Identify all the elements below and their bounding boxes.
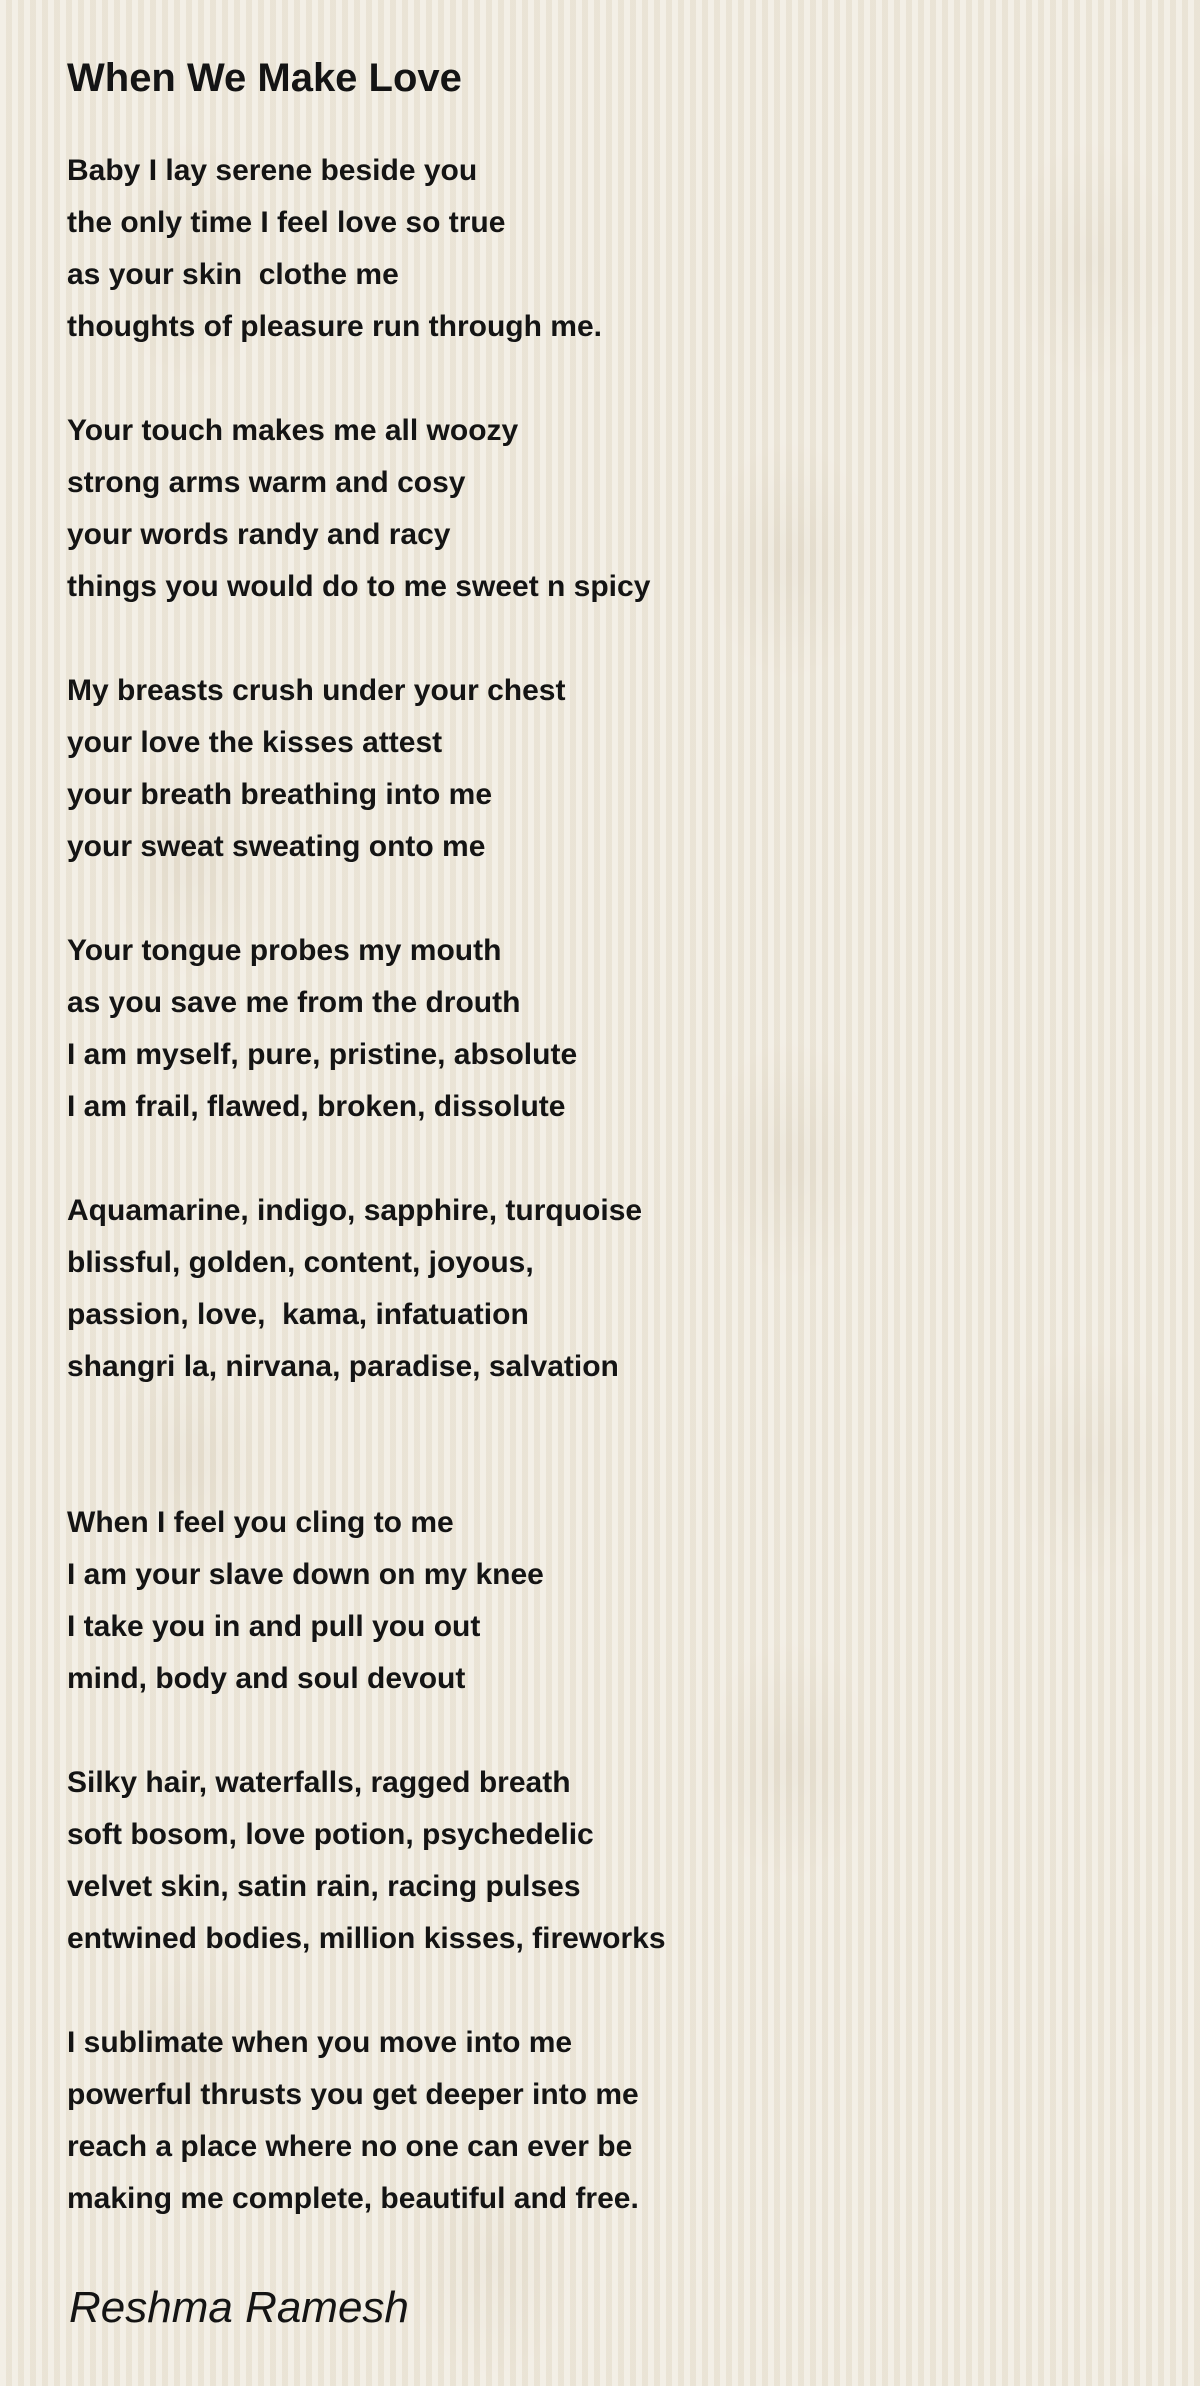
poem-line: mind, body and soul devout [67, 1662, 466, 1695]
poem-line: entwined bodies, million kisses, fireworks [67, 1922, 666, 1955]
poem-title: When We Make Love [67, 56, 462, 100]
poem-line: I am frail, flawed, broken, dissolute [67, 1090, 566, 1123]
poem-line: your love the kisses attest [67, 726, 443, 759]
stanza-3 [67, 665, 1147, 873]
poem-line: When I feel you cling to me [67, 1506, 454, 1539]
poem-line: as your skin clothe me [67, 258, 399, 291]
poem-line: soft bosom, love potion, psychedelic [67, 1818, 594, 1851]
poem-line: your sweat sweating onto me [67, 830, 486, 863]
poem-line: My breasts crush under your chest [67, 674, 566, 707]
stanza-4 [67, 925, 1147, 1133]
poem-line: your breath breathing into me [67, 778, 493, 811]
poem-line: as you save me from the drouth [67, 986, 521, 1019]
poem-line: velvet skin, satin rain, racing pulses [67, 1870, 581, 1903]
poem-line: reach a place where no one can ever be [67, 2130, 633, 2163]
poem-line: passion, love, kama, infatuation [67, 1298, 529, 1331]
poem-line: Baby I lay serene beside you [67, 154, 478, 187]
poem-line: I am myself, pure, pristine, absolute [67, 1038, 578, 1071]
stanza-7 [67, 1757, 1147, 1965]
poem-line: strong arms warm and cosy [67, 466, 466, 499]
poem-line: making me complete, beautiful and free. [67, 2182, 639, 2215]
stanza-5 [67, 1185, 1147, 1393]
poem-author: Reshma Ramesh [69, 2283, 409, 2332]
poem-line: your words randy and racy [67, 518, 451, 551]
poem-line: I am your slave down on my knee [67, 1558, 544, 1591]
poem-line: powerful thrusts you get deeper into me [67, 2078, 639, 2111]
poem-container [67, 50, 1147, 2277]
poem-body [67, 145, 1147, 2225]
poem-line: Your tongue probes my mouth [67, 934, 502, 967]
poem-line: Silky hair, waterfalls, ragged breath [67, 1766, 571, 1799]
stanza-1 [67, 145, 1147, 353]
poem-line: shangri la, nirvana, paradise, salvation [67, 1350, 619, 1383]
poem-line: I sublimate when you move into me [67, 2026, 573, 2059]
poem-line: the only time I feel love so true [67, 206, 506, 239]
poem-line: Your touch makes me all woozy [67, 414, 519, 447]
poem-line: Aquamarine, indigo, sapphire, turquoise [67, 1194, 643, 1227]
stanza-2 [67, 405, 1147, 613]
poem-line: thoughts of pleasure run through me. [67, 310, 602, 343]
poem-line: blissful, golden, content, joyous, [67, 1246, 534, 1279]
poem-line: I take you in and pull you out [67, 1610, 481, 1643]
stanza-8 [67, 2017, 1147, 2225]
stanza-6 [67, 1497, 1147, 1705]
poem-line: things you would do to me sweet n spicy [67, 570, 651, 603]
